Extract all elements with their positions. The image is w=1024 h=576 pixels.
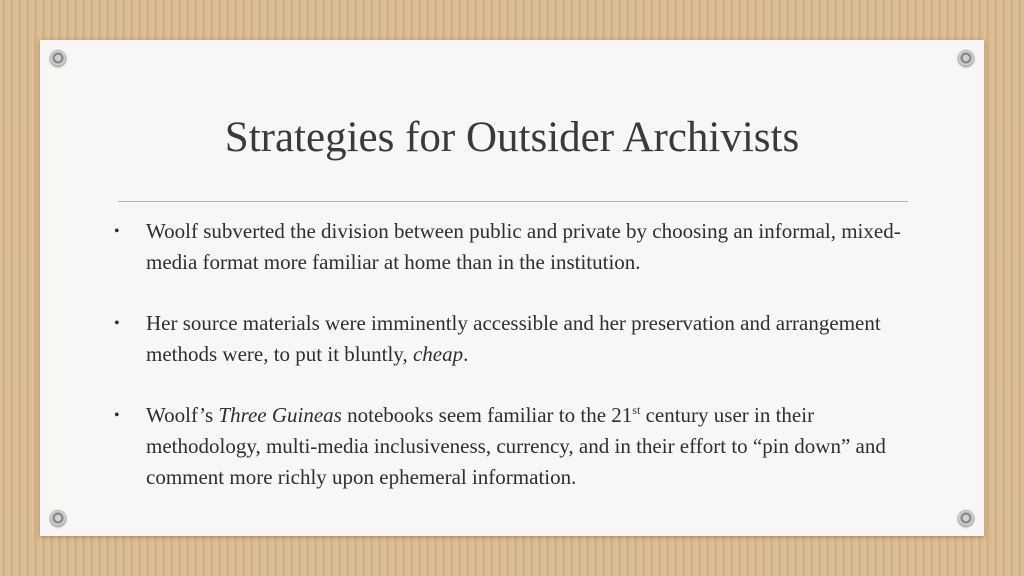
bullet-dot: • <box>114 315 120 332</box>
bullet-text: Her source materials were imminently accessible and her preservation and arrangement methods were, to put it bluntly, <box>146 311 881 366</box>
bullet-item <box>110 216 920 278</box>
bullet-text: Woolf subverted the division between public and private by choosing an informal, mixed-media format more familiar at home than in the institution. <box>146 219 901 274</box>
bullet-text: century user in their methodology, multi-media inclusiveness, currency, and in their effort to “pin down” and comment more richly upon ephemeral information. <box>146 403 886 489</box>
bullet-text: Woolf’s <box>146 403 219 427</box>
bullet-emphasis: cheap <box>412 342 464 366</box>
slide-card <box>40 40 984 536</box>
pushpin-icon <box>50 50 66 66</box>
bullet-text: . <box>463 342 469 366</box>
bullet-superscript: st <box>632 403 641 417</box>
slide-title: Strategies for Outsider Archivists <box>224 114 800 161</box>
bullet-list <box>110 216 920 523</box>
bullet-item <box>110 400 920 493</box>
title-divider <box>118 201 908 202</box>
bullet-text: notebooks seem familiar to the 21 <box>341 403 633 427</box>
bullet-emphasis: Three Guineas <box>218 403 342 427</box>
bullet-dot: • <box>114 223 120 240</box>
bullet-item <box>110 308 920 370</box>
pushpin-icon <box>958 50 974 66</box>
bullet-dot: • <box>114 407 120 424</box>
pushpin-icon <box>50 510 66 526</box>
pushpin-icon <box>958 510 974 526</box>
